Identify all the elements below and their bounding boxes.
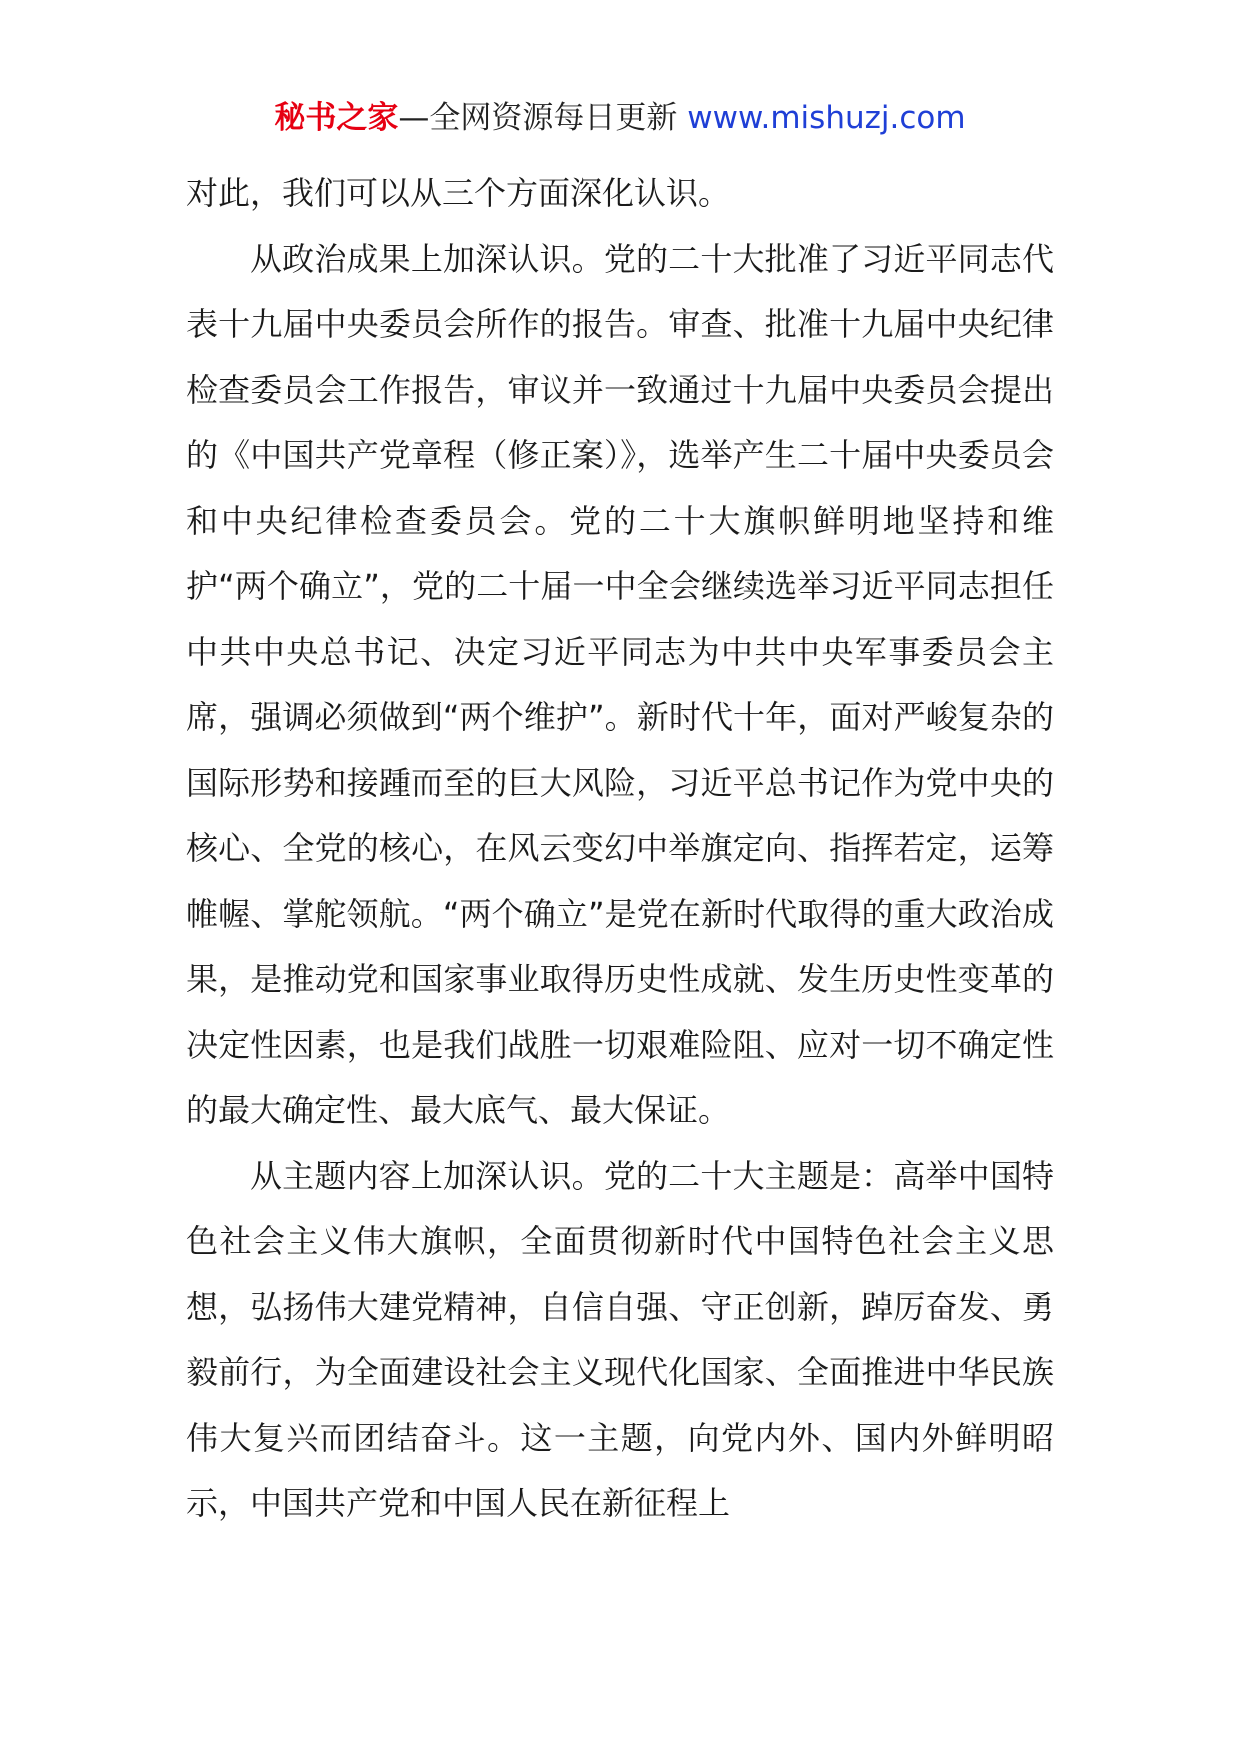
- paragraph-theme-content: 从主题内容上加深认识。党的二十大主题是：高举中国特色社会主义伟大旗帜，全面贯彻新时代中国特色社会主义思想，弘扬伟大建党精神，自信自强、守正创新，踔厉奋发、勇毅前行，为全面建设社会主义现代化国家、全面推进中华民族伟大复兴而团结奋斗。这一主题，向党内外、国内外鲜明昭示，中国共产党和中国人民在新征程上: [186, 1156, 1054, 1522]
- header-url-link[interactable]: www.mishuzj.com: [687, 100, 966, 136]
- page-header: [0, 98, 1240, 138]
- paragraph-continuation: 对此，我们可以从三个方面深化认识。: [186, 174, 731, 212]
- document-body: [186, 161, 1054, 1537]
- header-brand: 秘书之家: [274, 100, 399, 136]
- header-tagline: —全网资源每日更新: [398, 100, 678, 136]
- paragraph-political-achievements: 从政治成果上加深认识。党的二十大批准了习近平同志代表十九届中央委员会所作的报告。审查、批准十九届中央纪律检查委员会工作报告，审议并一致通过十九届中央委员会提出的《中国共产党章程（修正案）》，选举产生二十届中央委员会和中央纪律检查委员会。党的二十大旗帜鲜明地坚持和维护“两个确立”，党的二十届一中全会继续选举习近平同志担任中共中央总书记、决定习近平同志为中共中央军事委员会主席，强调必须做到“两个维护”。新时代十年，面对严峻复杂的国际形势和接踵而至的巨大风险，习近平总书记作为党中央的核心、全党的核心，在风云变幻中举旗定向、指挥若定，运筹帷幄、掌舵领航。“两个确立”是党在新时代取得的重大政治成果，是推动党和国家事业取得历史性成就、发生历史性变革的决定性因素，也是我们战胜一切艰难险阻、应对一切不确定性的最大确定性、最大底气、最大保证。: [186, 239, 1054, 1129]
